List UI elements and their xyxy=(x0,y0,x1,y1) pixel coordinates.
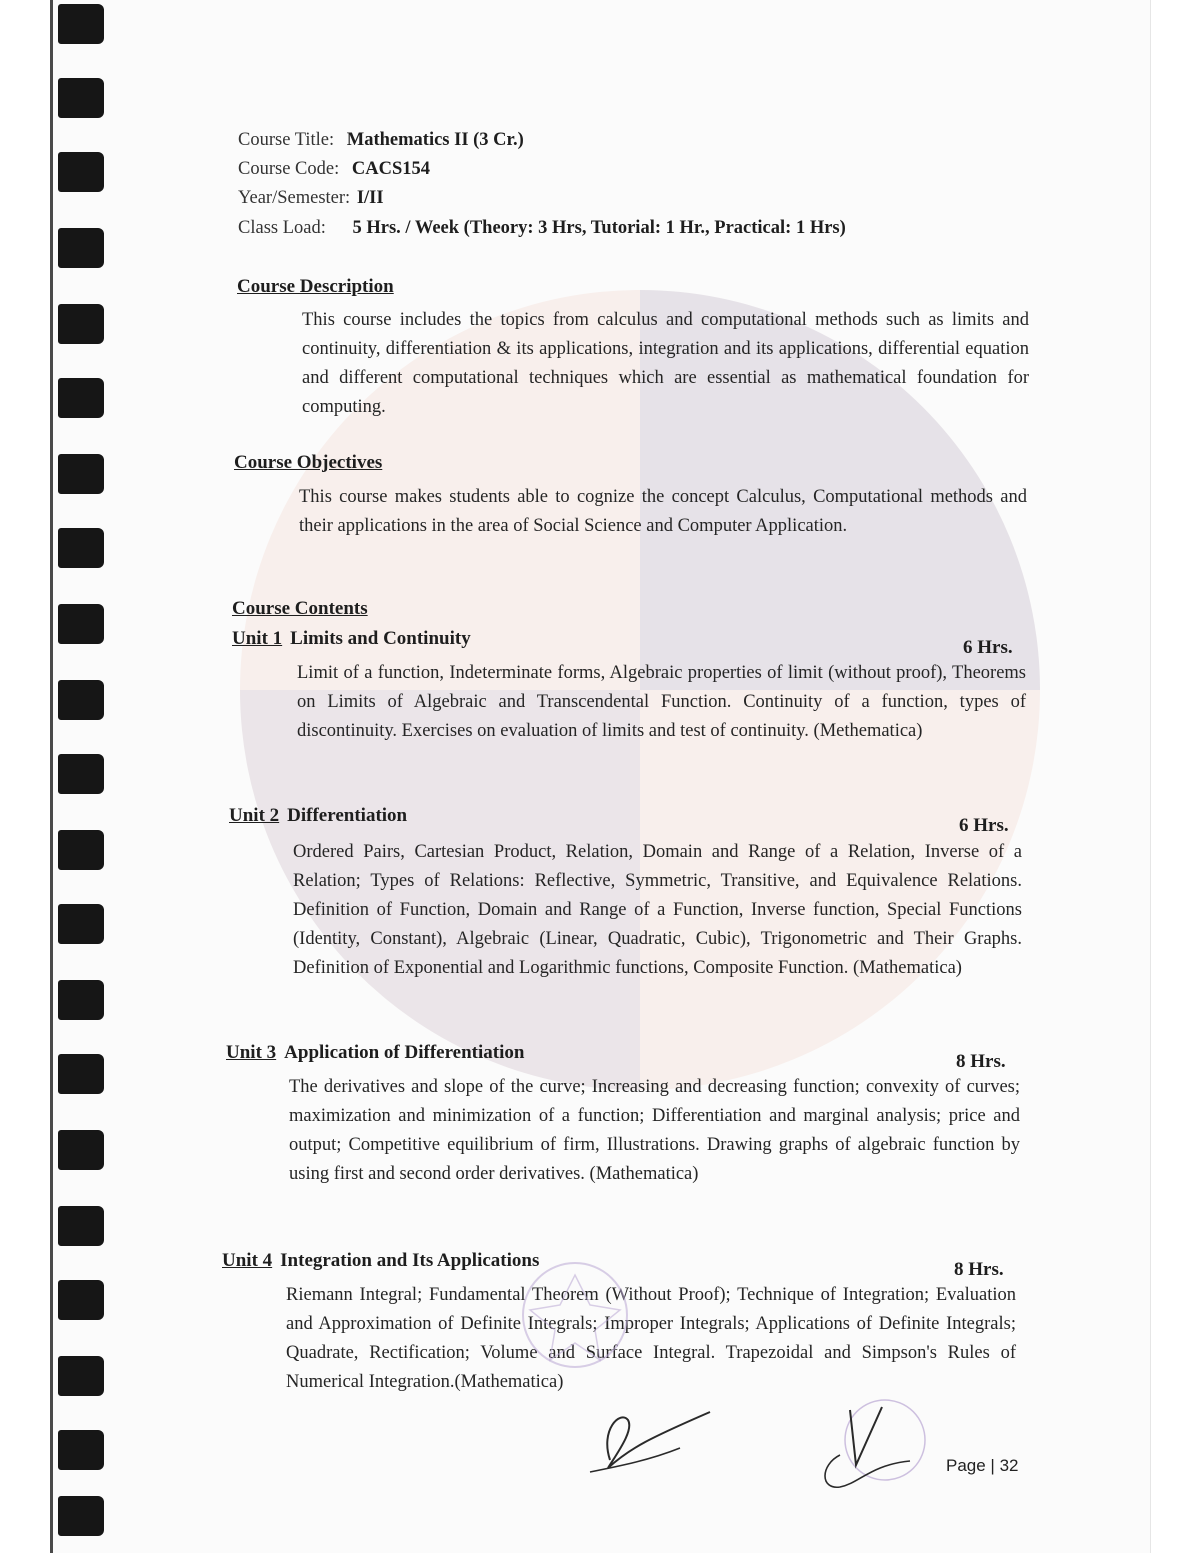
unit-4-title: Integration and Its Applications xyxy=(280,1250,540,1271)
unit-2-heading xyxy=(229,805,407,827)
unit-1-text: Limit of a function, Indeterminate forms, Algebraic properties of limit (without proof), Theorems on Limits of Algebraic and Transcendental Function. Continuity of a function, types of discontinuity. Exercises on evaluation of limits and test of continuity. (Methematica) xyxy=(297,663,1026,741)
unit-2-text: Ordered Pairs, Cartesian Product, Relation, Domain and Range of a Relation, Inverse of a Relation; Types of Relations: Reflective, Symmetric, Transitive, and Equivalence Relations. Definition of Function, Domain and Range of a Function, Inverse function, Special Functions (Identity, Constant), Algebraic (Linear, Quadratic, Cubic), Trigonometric and Their Graphs. Definition of Exponential and Logarithmic functions, Composite Function. (Mathematica) xyxy=(293,842,1022,978)
objectives-text: This course makes students able to cognize the concept Calculus, Computational methods and their applications in the area of Social Science and Computer Application. xyxy=(299,487,1027,536)
unit-1-title: Limits and Continuity xyxy=(290,628,471,649)
class-load-row xyxy=(238,218,846,239)
unit-3-title: Application of Differentiation xyxy=(284,1042,525,1063)
objectives-heading: Course Objectives xyxy=(234,452,383,473)
course-title-row xyxy=(238,130,524,151)
unit-1-heading xyxy=(232,628,471,650)
unit-4-text: Riemann Integral; Fundamental Theorem (Without Proof); Technique of Integration; Evaluation and Approximation of Definite Integrals; Improper Integrals; Applications of Definite Integrals; Quadrate, Rectification; Volume and Surface Integral. Trapezoidal and Simpson's Rules of Numerical Integration.(Mathematica) xyxy=(286,1285,1016,1392)
signature-left xyxy=(560,1390,720,1480)
course-code-label: Course Code: xyxy=(238,159,340,179)
unit-2-title: Differentiation xyxy=(287,805,408,826)
page-number: Page | 32 xyxy=(946,1456,1019,1475)
unit-4-hours: 8 Hrs. xyxy=(954,1259,1004,1280)
unit-1-hours: 6 Hrs. xyxy=(963,637,1013,658)
description-text: This course includes the topics from calculus and computational methods such as limits and continuity, differentiation & its applications, integration and its applications, differential equation and different computational techniques which are essential as mathematical foundation for computing. xyxy=(302,310,1029,417)
unit-4-label: Unit 4 xyxy=(222,1250,273,1271)
unit-3-heading xyxy=(226,1042,524,1064)
signature-right xyxy=(800,1395,940,1505)
class-load-value: 5 Hrs. / Week (Theory: 3 Hrs, Tutorial: 1 Hr., Practical: 1 Hrs) xyxy=(352,218,846,238)
contents-heading: Course Contents xyxy=(232,598,368,619)
signature-stroke xyxy=(850,1407,882,1465)
unit-3-text: The derivatives and slope of the curve; Increasing and decreasing function; convexity of curves; maximization and minimization of a function; Differentiation and marginal analysis; price and output; Competitive equilibrium of firm, Illustrations. Drawing graphs of algebraic function by using first and second order derivatives. (Mathematica) xyxy=(289,1077,1020,1184)
unit-2-hours: 6 Hrs. xyxy=(959,815,1009,836)
semester-value: I/II xyxy=(356,188,384,208)
stamp-circle xyxy=(845,1400,925,1480)
signature-stroke xyxy=(590,1448,680,1472)
unit-2-label: Unit 2 xyxy=(229,805,280,826)
semester-label: Year/Semester: xyxy=(238,188,351,208)
course-code-value: CACS154 xyxy=(351,159,430,179)
unit-3-label: Unit 3 xyxy=(226,1042,277,1063)
description-heading: Course Description xyxy=(237,276,394,297)
signature-stroke xyxy=(825,1455,910,1487)
course-title-label: Course Title: xyxy=(238,130,335,150)
course-title-value: Mathematics II (3 Cr.) xyxy=(346,130,524,150)
class-load-label: Class Load: xyxy=(238,218,326,238)
unit-3-hours: 8 Hrs. xyxy=(956,1051,1006,1072)
unit-4-heading xyxy=(222,1250,539,1272)
signature-stroke xyxy=(607,1412,710,1468)
course-code-row xyxy=(238,159,430,180)
semester-row xyxy=(238,188,384,209)
unit-1-label: Unit 1 xyxy=(232,628,283,649)
